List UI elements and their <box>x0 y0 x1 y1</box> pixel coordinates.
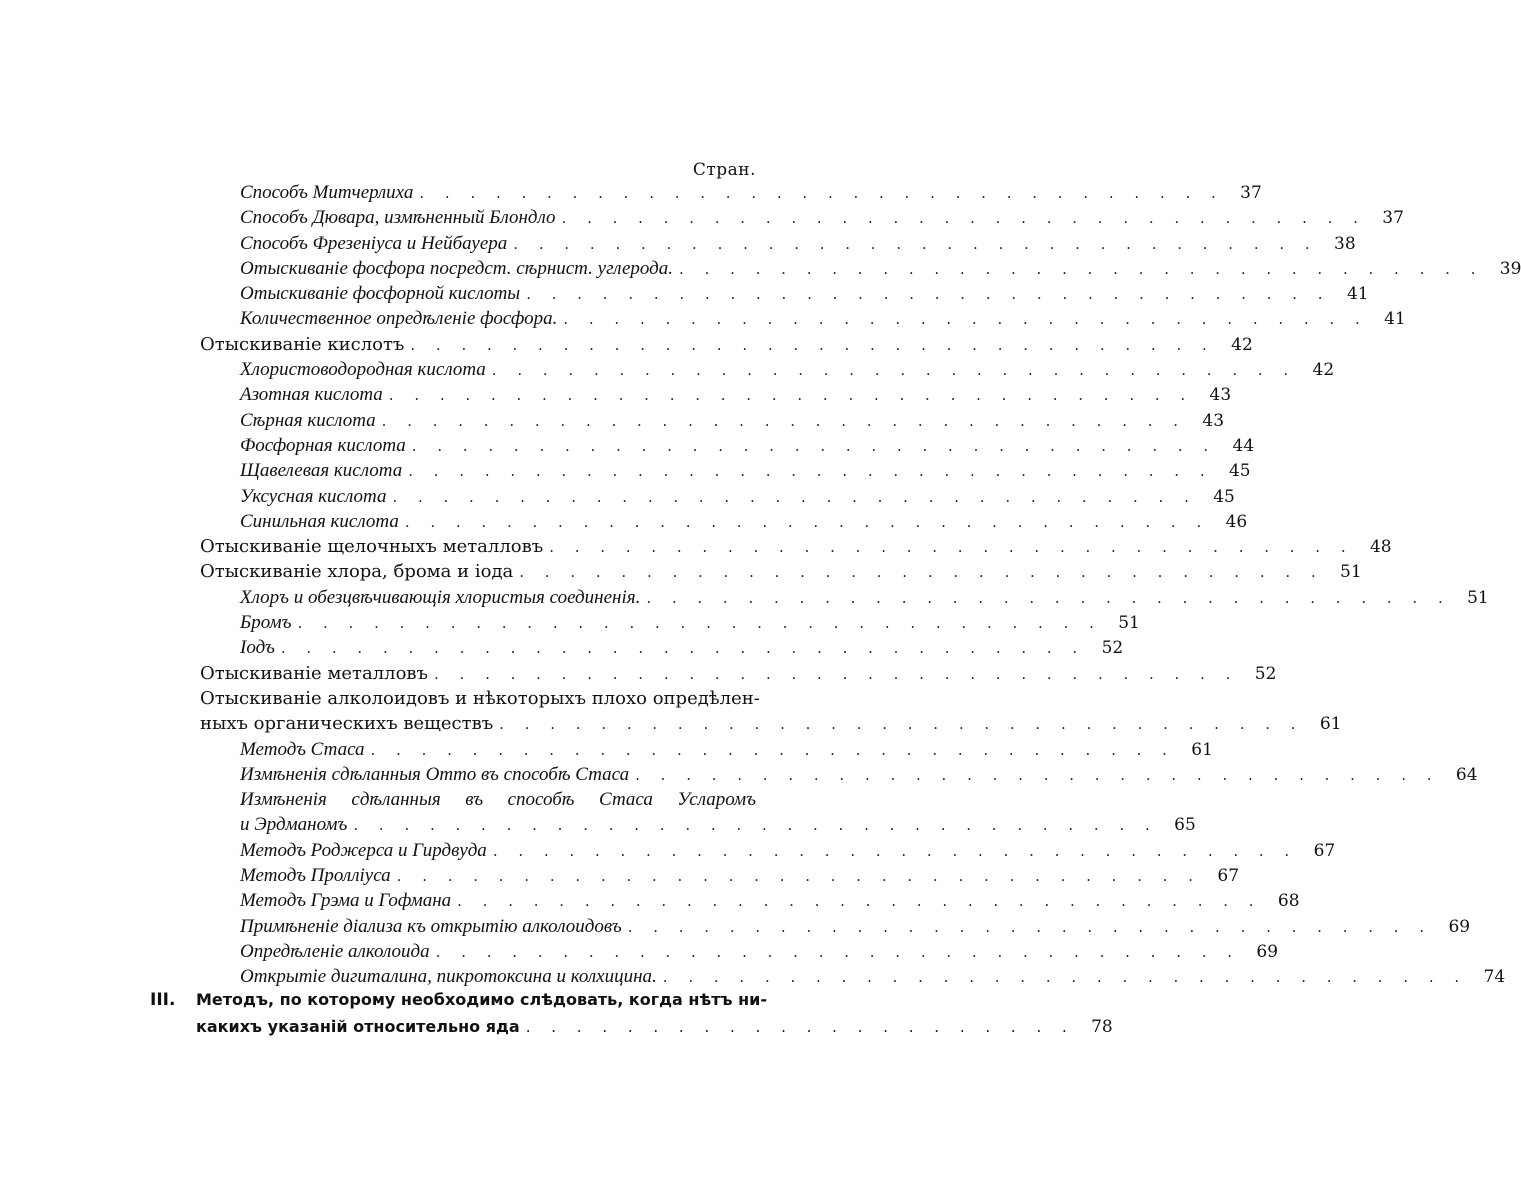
toc-entry-title: Количественное опредѣленіе фосфора. <box>240 308 558 330</box>
toc-entry-page-number: 68 <box>1277 891 1300 912</box>
toc-entry-title: Отыскиваніе металловъ <box>200 662 428 684</box>
toc-entry <box>0 332 1253 357</box>
toc-entry <box>0 306 1406 331</box>
toc-entry <box>0 281 1369 306</box>
leader-dots: . . . . . . . . . . . . . . . . . . . . . . . . . . . . . . . . <box>411 436 1217 455</box>
toc-entry-title: Примѣненіе діализа къ открытію алколоидовъ <box>240 915 622 937</box>
toc-entry <box>0 762 1478 787</box>
toc-entry <box>0 787 840 812</box>
toc-entry-page-number: 44 <box>1232 435 1255 456</box>
leader-dots: . . . . . . . . . . . . . . . . . . . . . . . . . . . . . . . . <box>662 968 1468 987</box>
toc-entry <box>0 458 1251 483</box>
toc-entry-title: Отыскиваніе кислотъ <box>200 333 405 355</box>
section-page-number: 78 <box>1091 1017 1113 1037</box>
section-line-1 <box>150 986 767 1013</box>
toc-entry-title: Азотная кислота <box>240 384 383 406</box>
toc-entry <box>0 408 1225 433</box>
toc-entry <box>0 205 1404 230</box>
leader-dots: . . . . . . . . . . . . . . . . . . . . . . . . . . . . . . . . <box>519 563 1324 582</box>
toc-entry <box>0 838 1336 863</box>
leader-dots: . . . . . . . . . . . . . . . . . . . . . . . . . . . . . . . . <box>410 335 1215 354</box>
leader-dots: . . . . . . . . . . . . . . . . . . . . . . . . . . . . . . . . <box>549 538 1354 557</box>
toc-entry-title: Хлористоводородная кислота <box>240 359 486 381</box>
toc-entry-title: Синильная кислота <box>240 510 399 532</box>
toc-entry-title: и Эрдманомъ <box>240 814 348 836</box>
leader-dots: . . . . . . . . . . . . . . . . . . . . . . . . . . . . . . . . <box>679 259 1484 278</box>
leader-dots: . . . . . . . . . . . . . . . . . . . . . . . . . . . . . . . . <box>408 462 1213 481</box>
toc-entry <box>0 812 1196 837</box>
toc-entry <box>0 585 1489 610</box>
toc-entry-title: Измѣненія сдѣланныя Отто въ способѣ Стаса <box>240 763 630 785</box>
toc-entry-page-number: 39 <box>1499 258 1521 279</box>
toc-entry-title: Бромъ <box>240 612 292 634</box>
leader-dots: . . . . . . . . . . . . . . . . . . . . . . . . . . . . . . . . <box>635 765 1440 784</box>
toc-entry-page-number: 41 <box>1384 309 1406 330</box>
page-column-header: Стран. <box>692 160 756 180</box>
toc-entry-page-number: 69 <box>1448 916 1471 937</box>
toc-entry-page-number: 65 <box>1174 815 1196 836</box>
toc-entry-title: Отыскиваніе хлора, брома и іода <box>200 561 514 583</box>
toc-entry <box>0 534 1392 559</box>
leader-dots: . . . . . . . . . . . . . . . . . . . . . . . . . . . . . . . . <box>435 942 1241 961</box>
leader-dots: . . . . . . . . . . . . . . . . . . . . . . . . . . . . . . . . <box>563 310 1368 329</box>
leader-dots: . . . . . . . . . . . . . . . . . . . . . . . . . . . . . . . . <box>396 867 1202 886</box>
leader-dots: . . . . . . . . . . . . . . . . . . . . . . . . . . . . . . . . <box>627 917 1433 936</box>
toc-entry-page-number: 37 <box>1382 208 1404 229</box>
toc-entry-title: Отыскиваніе щелочныхъ металловъ <box>200 536 544 558</box>
toc-entry-title: Способъ Фрезеніуса и Нейбауера <box>240 232 508 254</box>
toc-entry-title: Измѣненія сдѣланныя въ способѣ Стаса Усларомъ <box>240 789 756 811</box>
toc-entry <box>0 231 1356 256</box>
leader-dots: . . . . . . . . . . . . . . . . . . . . . . . . . . . . . . . . <box>491 361 1297 380</box>
toc-entry-title: Методъ Роджерса и Гирдвуда <box>240 839 487 861</box>
toc-entry-title: Методъ Стаса <box>240 738 365 760</box>
leader-dots: . . . . . . . . . . . . . . . . . . . . . . . . . . . . . . . . <box>526 285 1331 304</box>
leader-dots: . . . . . . . . . . . . . . . . . . . . . . . . . . . . . . . . <box>513 234 1318 253</box>
leader-dots: . . . . . . . . . . . . . . . . . . . . . . . . . . . . . . . . <box>434 664 1239 683</box>
toc-entry-page-number: 61 <box>1191 739 1213 760</box>
toc-entry <box>0 888 1300 913</box>
toc-entry-page-number: 38 <box>1334 233 1356 254</box>
leader-dots: . . . . . . . . . . . . . . . . . . . . . . . . . . . . . . . . <box>404 512 1210 531</box>
toc-entry-page-number: 67 <box>1313 840 1336 861</box>
toc-entry-page-number: 37 <box>1240 183 1262 203</box>
toc-entry <box>0 635 1124 660</box>
leader-dots: . . . . . . . . . . . . . . . . . . . . . . . . . . . . . . . . <box>392 487 1197 506</box>
toc-entry-title: ныхъ органическихъ веществъ <box>200 713 494 735</box>
toc-entry <box>0 433 1255 458</box>
toc-entry-page-number: 52 <box>1101 638 1124 659</box>
toc-entry <box>0 484 1235 509</box>
toc-entry-page-number: 74 <box>1483 967 1506 988</box>
toc-entry <box>0 509 1248 534</box>
toc-entry <box>0 661 1277 686</box>
leader-dots: . . . . . . . . . . . . . . . . . . . . . . . . . . . . . . . . <box>297 614 1102 633</box>
toc-entry <box>0 711 1342 736</box>
leader-dots: . . . . . . . . . . . . . . . . . . . . . . . . . . . . . . . . <box>492 841 1298 860</box>
toc-entry-page-number: 43 <box>1202 410 1225 431</box>
toc-entry-page-number: 64 <box>1455 764 1478 785</box>
toc-entry-title: Іодъ <box>240 637 275 659</box>
toc-entry <box>0 686 840 711</box>
toc-entry-title: Опредѣленіе алколоида <box>240 940 430 962</box>
toc-entry-page-number: 43 <box>1209 385 1232 406</box>
leader-dots: . . . . . . . . . . . . . . . . . . . . . . . . . . . . . . . . <box>353 816 1158 835</box>
section-line-2 <box>150 1013 1113 1040</box>
toc-entry <box>0 610 1140 635</box>
leader-dots: . . . . . . . . . . . . . . . . . . . . . . . . . . . . . . . . <box>499 715 1304 734</box>
toc-entry-page-number: 51 <box>1467 587 1489 608</box>
toc-entry-page-number: 46 <box>1225 511 1248 532</box>
toc-entry-title: Открытіе дигиталина, пикротоксина и колхицина. <box>240 966 657 988</box>
toc-entry-page-number: 69 <box>1256 941 1279 962</box>
toc-entry-page-number: 45 <box>1228 461 1251 482</box>
toc-entry <box>0 357 1335 382</box>
toc-entry-page-number: 42 <box>1231 334 1253 355</box>
toc-entry-title: Отыскиваніе фосфорной кислоты <box>240 283 521 305</box>
toc-entry <box>0 180 1262 205</box>
toc-entry-title: Отыскиваніе алколоидовъ и нѣкоторыхъ плохо опредѣлен- <box>200 687 760 709</box>
toc-entry-page-number: 52 <box>1254 663 1277 684</box>
toc-entry-title: Уксусная кислота <box>240 485 387 507</box>
toc-entry-title: Способъ Дювара, измѣненный Блондло <box>240 207 556 229</box>
toc-entry <box>0 382 1232 407</box>
leader-dots: . . . . . . . . . . . . . . . . . . . . . . . . . . . . . . . . <box>388 386 1194 405</box>
leader-dots: . . . . . . . . . . . . . . . . . . . . . . . . . . . . . . . . <box>370 740 1175 759</box>
section-title-line-2: какихъ указаній относительно яда <box>196 1017 520 1036</box>
toc-entry <box>0 559 1362 584</box>
leader-dots: . . . . . . . . . . . . . . . . . . . . . . . . . . . . . . . . <box>646 588 1451 607</box>
leader-dots: . . . . . . . . . . . . . . . . . . . . . . . . . . . . . . . . <box>381 411 1187 430</box>
leader-dots: . . . . . . . . . . . . . . . . . . . . . . . . . . . . . . . . <box>419 184 1224 202</box>
toc-entry <box>0 939 1279 964</box>
toc-entry-page-number: 45 <box>1213 486 1235 507</box>
toc-entry-page-number: 67 <box>1217 866 1240 887</box>
toc-entry-page-number: 48 <box>1369 537 1392 558</box>
toc-entry-title: Методъ Грэма и Гофмана <box>240 890 452 912</box>
toc-entry-page-number: 61 <box>1319 714 1342 735</box>
toc-entry <box>0 256 1521 281</box>
toc-entry-page-number: 42 <box>1312 360 1335 381</box>
table-of-contents <box>0 180 1521 990</box>
toc-entry-page-number: 41 <box>1346 284 1369 305</box>
leader-dots: . . . . . . . . . . . . . . . . . . . . . . <box>525 1018 1075 1036</box>
toc-entry-page-number: 51 <box>1340 562 1362 583</box>
toc-entry-title: Хлоръ и обезцвѣчивающія хлористыя соединенія. <box>240 586 641 608</box>
section-title-line-1: Методъ, по которому необходимо слѣдовать, когда нѣтъ ни- <box>196 990 767 1009</box>
leader-dots: . . . . . . . . . . . . . . . . . . . . . . . . . . . . . . . . <box>280 639 1086 658</box>
toc-entry <box>0 863 1240 888</box>
toc-entry-title: Способъ Митчерлиха <box>240 182 414 203</box>
toc-entry <box>0 914 1471 939</box>
toc-entry-page-number: 51 <box>1118 613 1140 634</box>
section-number: III. <box>150 990 176 1010</box>
toc-entry-title: Щавелевая кислота <box>240 460 403 482</box>
leader-dots: . . . . . . . . . . . . . . . . . . . . . . . . . . . . . . . . <box>457 892 1262 911</box>
toc-entry-title: Методъ Пролліуса <box>240 865 391 887</box>
toc-entry <box>0 737 1213 762</box>
leader-dots: . . . . . . . . . . . . . . . . . . . . . . . . . . . . . . . . <box>561 209 1366 228</box>
toc-entry-title: Сѣрная кислота <box>240 409 376 431</box>
toc-entry-title: Фосфорная кислота <box>240 434 406 456</box>
toc-entry-title: Отыскиваніе фосфора посредст. сѣрнист. углерода. <box>240 257 674 279</box>
section-iii <box>150 986 1113 1040</box>
